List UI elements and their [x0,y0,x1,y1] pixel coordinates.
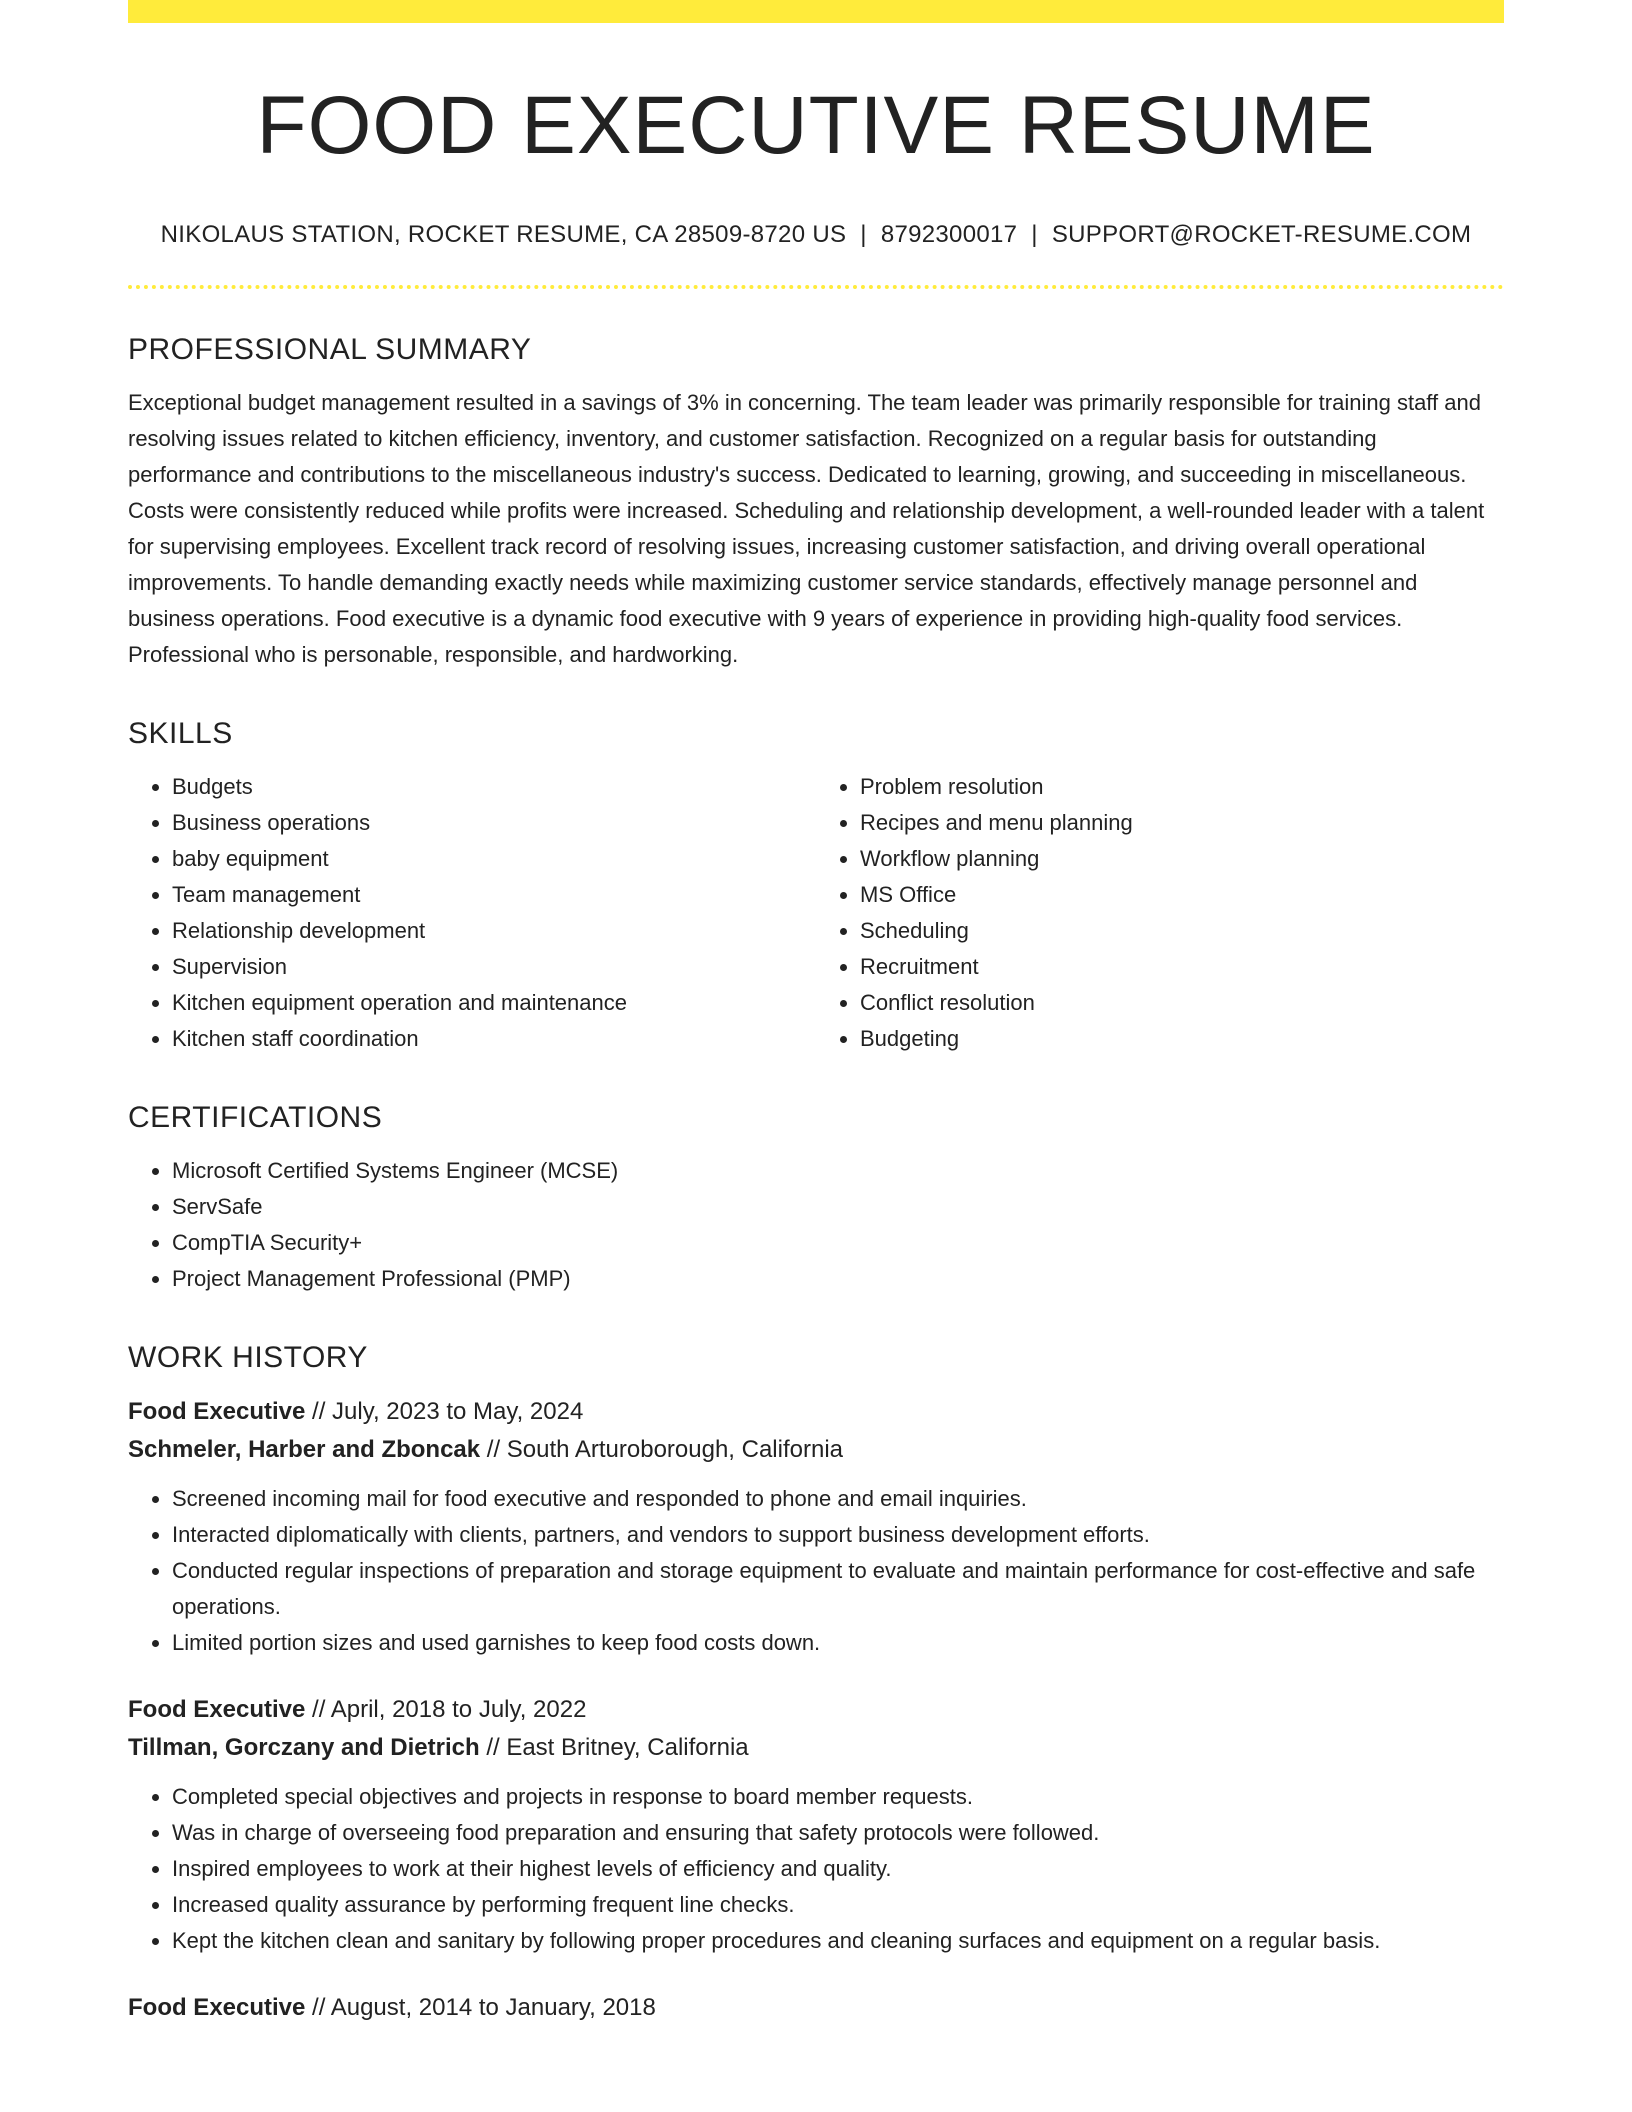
email[interactable]: SUPPORT@ROCKET-RESUME.COM [1051,221,1472,249]
job-duties-list [128,1481,1504,1661]
skill-item: • Conflict resolution [860,985,1504,1021]
job-entry [128,1393,1504,1661]
section-heading: PROFESSIONAL SUMMARY [128,333,532,367]
skill-item: • Kitchen staff coordination [172,1021,816,1057]
job-duties-list [128,1779,1504,1959]
contact-line [128,221,1504,249]
skill-item: • Relationship development [172,913,816,949]
skill-item: • Business operations [172,805,816,841]
job-dates: // August, 2014 to January, 2018 [305,1994,656,2022]
jobs-container [128,1393,1504,2027]
job-title-line [128,1989,1504,2027]
job-location: // East Britney, California [479,1734,749,1762]
job-duty-item: • Inspired employees to work at their highest levels of efficiency and quality. [172,1851,1504,1887]
job-duty-item: • Screened incoming mail for food executive and responded to phone and email inquiries. [172,1481,1504,1517]
resume-page [128,0,1504,2027]
job-title: Food Executive [128,1696,306,1724]
contact-separator: | [860,221,867,249]
certification-item: • Project Management Professional (PMP) [172,1261,1504,1297]
dotted-divider [128,285,1504,289]
job-duty-item: • Was in charge of overseeing food preparation and ensuring that safety protocols were followed. [172,1815,1504,1851]
job-entry [128,1691,1504,1959]
work-history-section [128,1341,1504,2027]
phone: 8792300017 [880,221,1018,249]
job-title-line [128,1393,1504,1431]
certifications-list [128,1153,1504,1297]
job-title: Food Executive [128,1398,306,1426]
job-company-line [128,1729,1504,1767]
skills-list-right [816,769,1504,1057]
job-duty-item: • Conducted regular inspections of preparation and storage equipment to evaluate and maintain performance for cost-effective and safe operations. [172,1553,1504,1625]
skill-item: • baby equipment [172,841,816,877]
skill-item: • Recruitment [860,949,1504,985]
skill-item: • Kitchen equipment operation and maintenance [172,985,816,1021]
professional-summary-section [128,333,1504,673]
job-duty-item: • Kept the kitchen clean and sanitary by following proper procedures and cleaning surfaces and equipment on a regular basis. [172,1923,1504,1959]
skill-item: • MS Office [860,877,1504,913]
job-duty-item: • Interacted diplomatically with clients, partners, and vendors to support business development efforts. [172,1517,1504,1553]
job-title: Food Executive [128,1994,306,2022]
section-heading: CERTIFICATIONS [128,1101,383,1135]
skills-grid [128,769,1504,1057]
job-duty-item: • Increased quality assurance by performing frequent line checks. [172,1887,1504,1923]
skill-item: • Budgets [172,769,816,805]
skill-item: • Problem resolution [860,769,1504,805]
summary-text: Exceptional budget management resulted in a savings of 3% in concerning. The team leader was primarily responsible for training staff and resolving issues related to kitchen efficiency, inventory, and customer satisfaction. Recognized on a regular basis for outstanding performance and contributions to the miscellaneous industry's success. Dedicated to learning, growing, and succeeding in miscellaneous. Costs were consistently reduced while profits were increased. Scheduling and relationship development, a well-rounded leader with a talent for supervising employees. Excellent track record of resolving issues, increasing customer satisfaction, and driving overall operational improvements. To handle demanding exactly needs while maximizing customer service standards, effectively manage personnel and business operations. Food executive is a dynamic food executive with 9 years of experience in providing high-quality food services. Professional who is personable, responsible, and hardworking. [128,390,1485,668]
skill-item: • Budgeting [860,1021,1504,1057]
address: NIKOLAUS STATION, ROCKET RESUME, CA 28509-8720 US [160,221,847,249]
resume-title: FOOD EXECUTIVE RESUME [256,80,1376,171]
skill-item: • Supervision [172,949,816,985]
certification-item: • CompTIA Security+ [172,1225,1504,1261]
job-company-line [128,1431,1504,1469]
job-entry [128,1989,1504,2027]
job-title-line [128,1691,1504,1729]
certification-item: • Microsoft Certified Systems Engineer (MCSE) [172,1153,1504,1189]
contact-separator: | [1031,221,1038,249]
skills-list-left [128,769,816,1057]
section-heading: SKILLS [128,717,233,751]
job-dates: // July, 2023 to May, 2024 [305,1398,584,1426]
skill-item: • Recipes and menu planning [860,805,1504,841]
job-duty-item: • Completed special objectives and projects in response to board member requests. [172,1779,1504,1815]
skills-section [128,717,1504,1057]
certification-item: • ServSafe [172,1189,1504,1225]
job-duty-item: • Limited portion sizes and used garnishes to keep food costs down. [172,1625,1504,1661]
top-accent-bar [128,0,1504,23]
skill-item: • Scheduling [860,913,1504,949]
job-company: Schmeler, Harber and Zboncak [128,1436,481,1464]
section-heading: WORK HISTORY [128,1341,368,1375]
job-location: // South Arturoborough, California [480,1436,844,1464]
skill-item: • Workflow planning [860,841,1504,877]
job-dates: // April, 2018 to July, 2022 [305,1696,587,1724]
certifications-section [128,1101,1504,1297]
job-company: Tillman, Gorczany and Dietrich [128,1734,480,1762]
skill-item: • Team management [172,877,816,913]
